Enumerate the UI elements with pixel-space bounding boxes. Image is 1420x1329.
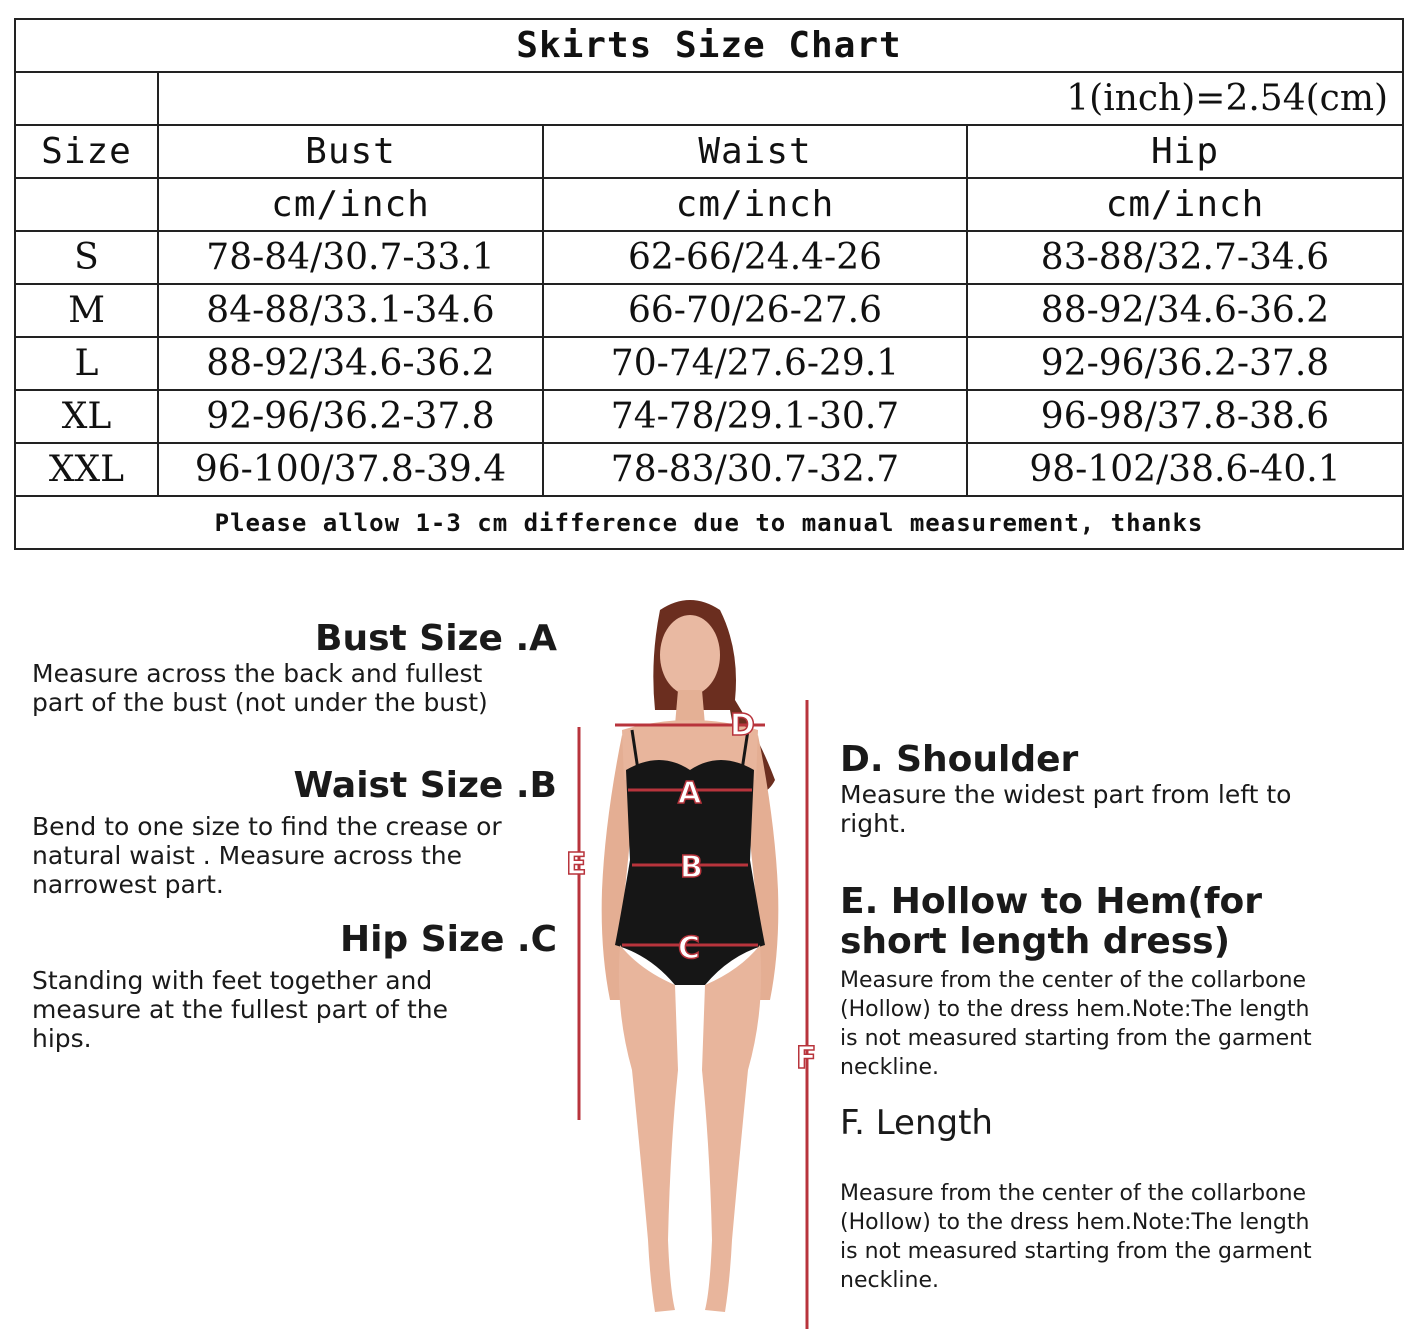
header-waist: Waist: [543, 125, 967, 178]
hollow-desc-line: Measure from the center of the collarbone: [840, 968, 1307, 993]
title-row: [15, 19, 1403, 72]
size-cell: XXL: [15, 443, 158, 496]
right-leg-shape: [702, 945, 761, 1312]
unit-conversion: 1(inch)=2.54(cm): [158, 72, 1403, 125]
shoulder-guide: [840, 740, 1400, 838]
waist-cell: 62-66/24.4-26: [543, 231, 967, 284]
waist-title: Waist Size .B: [293, 765, 557, 806]
hip-cell: 88-92/34.6-36.2: [967, 284, 1403, 337]
marker-a: A: [678, 776, 702, 811]
length-desc-line: neckline.: [840, 1268, 940, 1293]
units-size: [15, 178, 158, 231]
bust-cell: 92-96/36.2-37.8: [158, 390, 543, 443]
neck-shape: [675, 690, 705, 725]
hollow-desc-line: neckline.: [840, 1055, 940, 1080]
marker-e: E: [566, 847, 587, 882]
hip-desc-line: Standing with feet together and: [32, 966, 433, 995]
marker-c: C: [678, 931, 701, 966]
size-cell: M: [15, 284, 158, 337]
chart-title: Skirts Size Chart: [15, 19, 1403, 72]
bust-title: Bust Size .A: [315, 618, 557, 659]
table-row: [15, 284, 1403, 337]
header-size: Size: [15, 125, 158, 178]
waist-cell: 78-83/30.7-32.7: [543, 443, 967, 496]
header-row: [15, 125, 1403, 178]
conversion-row: [15, 72, 1403, 125]
bust-cell: 84-88/33.1-34.6: [158, 284, 543, 337]
hip-title: Hip Size .C: [339, 919, 557, 960]
left-leg-shape: [619, 945, 678, 1312]
bust-cell: 96-100/37.8-39.4: [158, 443, 543, 496]
hollow-title-line: E. Hollow to Hem(for: [840, 881, 1262, 922]
hip-desc-line: measure at the fullest part of the: [32, 995, 449, 1024]
shoulder-title: D. Shoulder: [840, 739, 1079, 780]
bust-desc-line: part of the bust (not under the bust): [32, 688, 488, 717]
waist-cell: 74-78/29.1-30.7: [543, 390, 967, 443]
model-figure-illustration: [560, 590, 820, 1329]
bust-guide: [32, 619, 557, 717]
length-desc-line: Measure from the center of the collarbone: [840, 1181, 1307, 1206]
length-title: F. Length: [840, 1103, 993, 1143]
size-cell: L: [15, 337, 158, 390]
size-cell: XL: [15, 390, 158, 443]
shoulder-desc-line: right.: [840, 809, 907, 838]
note-row: [15, 496, 1403, 549]
empty-cell: [15, 72, 158, 125]
waist-desc-line: narrowest part.: [32, 870, 224, 899]
bust-cell: 78-84/30.7-33.1: [158, 231, 543, 284]
length-desc-line: is not measured starting from the garment: [840, 1239, 1312, 1264]
units-waist: cm/inch: [543, 178, 967, 231]
marker-f: F: [796, 1041, 817, 1076]
size-cell: S: [15, 231, 158, 284]
hollow-to-hem-guide: [840, 882, 1400, 1082]
length-desc-line: (Hollow) to the dress hem.Note:The length: [840, 1210, 1310, 1235]
table-row: [15, 443, 1403, 496]
size-chart-table: [14, 18, 1404, 550]
hip-guide: [32, 920, 557, 1053]
waist-desc-line: natural waist . Measure across the: [32, 841, 462, 870]
bust-desc-line: Measure across the back and fullest: [32, 659, 483, 688]
units-hip: cm/inch: [967, 178, 1403, 231]
waist-cell: 70-74/27.6-29.1: [543, 337, 967, 390]
units-bust: cm/inch: [158, 178, 543, 231]
header-hip: Hip: [967, 125, 1403, 178]
waist-cell: 66-70/26-27.6: [543, 284, 967, 337]
units-row: [15, 178, 1403, 231]
table-row: [15, 390, 1403, 443]
shoulder-desc-line: Measure the widest part from left to: [840, 780, 1292, 809]
bust-cell: 88-92/34.6-36.2: [158, 337, 543, 390]
measurement-note: Please allow 1-3 cm difference due to manual measurement, thanks: [15, 496, 1403, 549]
table-row: [15, 231, 1403, 284]
hollow-title-line: short length dress): [840, 921, 1231, 962]
marker-d: D: [730, 708, 755, 743]
hip-cell: 98-102/38.6-40.1: [967, 443, 1403, 496]
hip-cell: 83-88/32.7-34.6: [967, 231, 1403, 284]
waist-desc-line: Bend to one size to find the crease or: [32, 812, 502, 841]
head-shape: [660, 615, 720, 695]
hip-cell: 92-96/36.2-37.8: [967, 337, 1403, 390]
header-bust: Bust: [158, 125, 543, 178]
waist-guide: [32, 766, 557, 899]
hip-cell: 96-98/37.8-38.6: [967, 390, 1403, 443]
hip-desc-line: hips.: [32, 1024, 92, 1053]
length-guide: [840, 1103, 1400, 1295]
marker-b: B: [680, 850, 703, 885]
hollow-desc-line: (Hollow) to the dress hem.Note:The length: [840, 997, 1310, 1022]
table-row: [15, 337, 1403, 390]
hollow-desc-line: is not measured starting from the garment: [840, 1026, 1312, 1051]
